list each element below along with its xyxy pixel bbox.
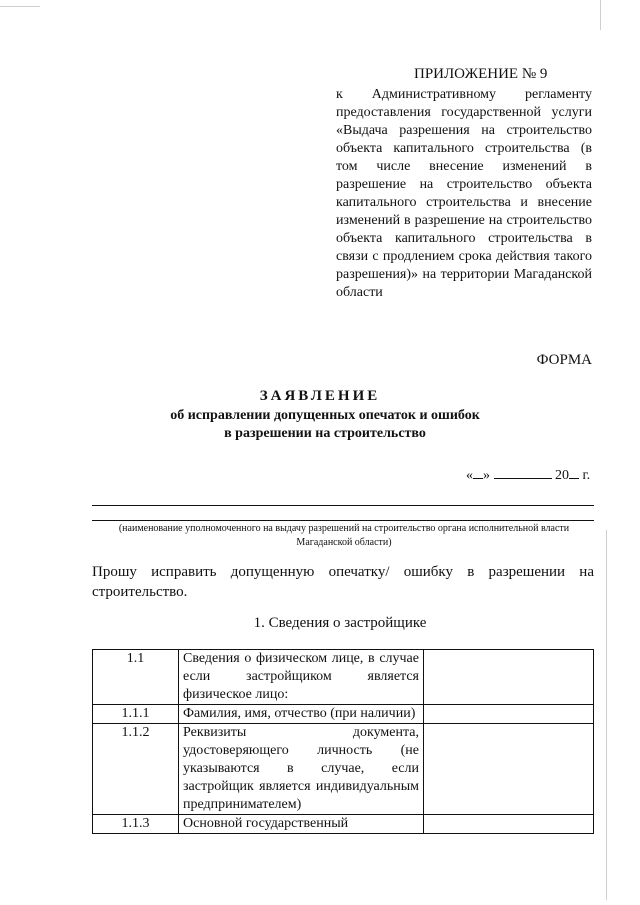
row-number: 1.1 <box>93 650 179 705</box>
document-title: ЗАЯВЛЕНИЕ <box>259 388 381 404</box>
row-label: Сведения о физическом лице, в случае если застройщиком является физическое лицо: <box>179 650 424 705</box>
row-number: 1.1.2 <box>93 724 179 815</box>
table-row <box>93 815 594 834</box>
request-text: Прошу исправить допущенную опечатку/ ошибку в разрешении на строительство. <box>92 564 594 600</box>
row-number: 1.1.1 <box>93 705 179 724</box>
date-month-blank[interactable] <box>494 464 552 479</box>
authority-caption: (наименование уполномоченного на выдачу разрешений на строительство органа исполнительной власти Магаданской области) <box>118 523 570 548</box>
row-label: Реквизиты документа, удостоверяющего личность (не указываются в случае, если застройщик является индивидуальным предпринимателем) <box>179 724 424 815</box>
table-row <box>93 705 594 724</box>
row-value[interactable] <box>424 650 594 705</box>
authority-line-2[interactable] <box>92 520 594 521</box>
annex-regulation-text: к Административному регламенту предоставления государственной услуги «Выдача разрешения на строительство объекта капитального строительства (в том числе внесение изменений в разрешение на строительство объекта капитального строительства и внесение изменений в разрешение на строительство объекта капитального строительства в связи с продлением срока действия такого разрешения)» на территории Магаданской области <box>336 87 592 300</box>
annex-title: ПРИЛОЖЕНИЕ № 9 <box>414 66 548 82</box>
date-year-prefix: 20 <box>555 468 569 483</box>
developer-info-table <box>92 649 594 834</box>
row-label: Фамилия, имя, отчество (при наличии) <box>179 705 424 724</box>
form-label: ФОРМА <box>536 352 592 368</box>
date-day-blank[interactable] <box>473 464 483 479</box>
table-row <box>93 650 594 705</box>
row-value[interactable] <box>424 815 594 834</box>
date-field[interactable] <box>466 464 590 484</box>
document-subtitle <box>160 407 490 443</box>
scan-artifact <box>0 6 40 7</box>
date-open-quote: « <box>466 468 473 483</box>
authority-line-1[interactable] <box>92 505 594 506</box>
scan-artifact <box>606 530 607 900</box>
row-value[interactable] <box>424 705 594 724</box>
table-row <box>93 724 594 815</box>
subtitle-line-2: в разрешении на строительство <box>224 426 426 441</box>
subtitle-line-1: об исправлении допущенных опечаток и ошибок <box>170 408 480 423</box>
section-title: 1. Сведения о застройщике <box>253 615 427 631</box>
date-close-quote: » <box>483 468 490 483</box>
row-value[interactable] <box>424 724 594 815</box>
scan-artifact <box>600 0 601 30</box>
row-label: Основной государственный <box>179 815 424 834</box>
date-year-blank[interactable] <box>569 464 579 479</box>
date-year-suffix: г. <box>582 468 591 483</box>
row-number: 1.1.3 <box>93 815 179 834</box>
